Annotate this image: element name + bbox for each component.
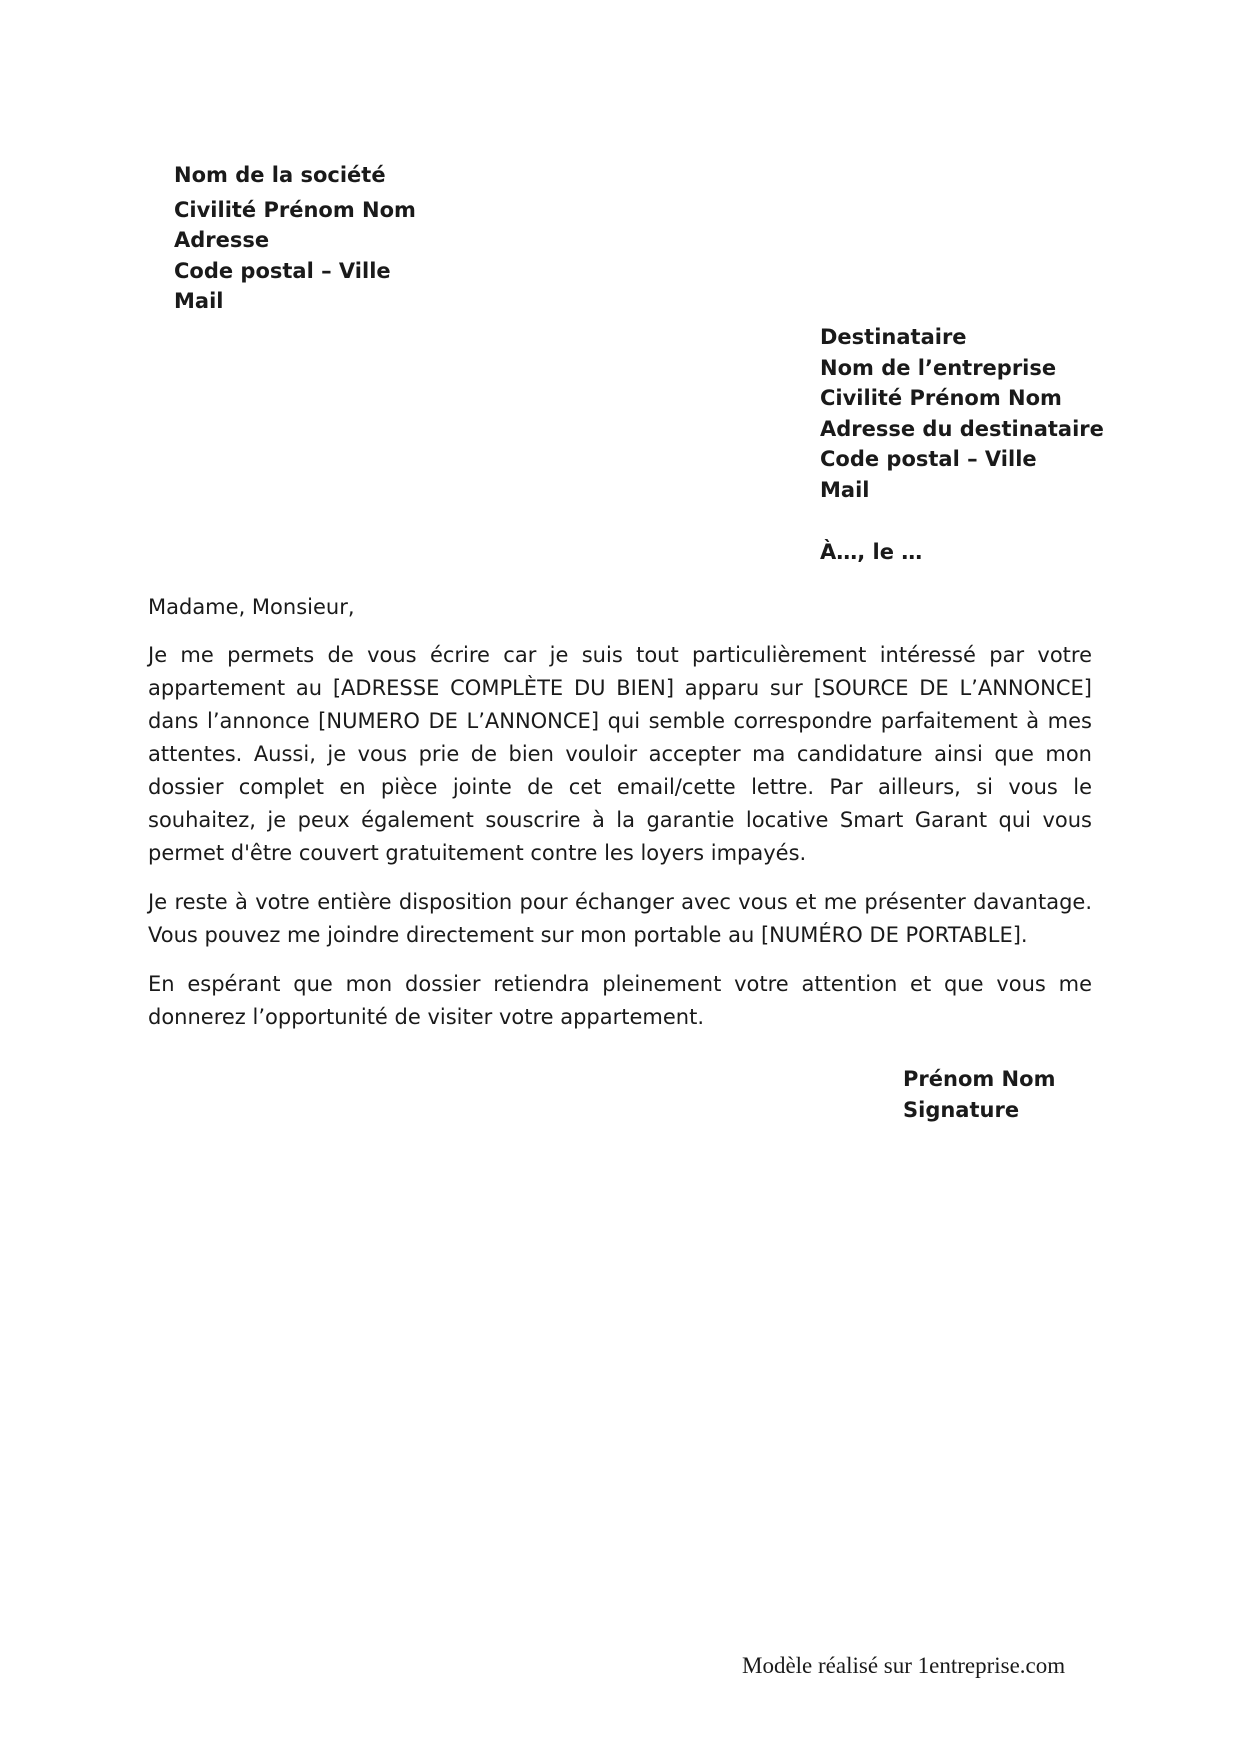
signature-label: Signature [903, 1097, 1020, 1122]
place-date-line: À…, le … [820, 540, 923, 564]
recipient-company-name: Nom de l’entreprise [820, 355, 1057, 380]
recipient-label: Destinataire [820, 325, 967, 349]
recipient-mail: Mail [820, 477, 870, 502]
body-paragraph-2: Je reste à votre entière disposition pour échanger avec vous et me présenter davantage. Vous pouvez me joindre directement sur mon portable au [NUMÉRO DE PORTABLE]. [148, 890, 1092, 947]
signature-name: Prénom Nom [903, 1067, 1056, 1091]
sender-postal-city: Code postal – Ville [174, 258, 391, 283]
footer-credit: Modèle réalisé sur 1entreprise.com [742, 1653, 1066, 1678]
salutation: Madame, Monsieur, [148, 595, 355, 619]
sender-company-name: Nom de la société [174, 163, 386, 187]
signature-block [903, 1064, 1055, 1125]
sender-address: Adresse [174, 228, 270, 252]
recipient-address: Adresse du destinataire [820, 416, 1104, 441]
body-paragraph-1: Je me permets de vous écrire car je suis tout particulièrement intéressé par votre appartement au [ADRESSE COMPLÈTE DU BIEN] apparu sur [SOURCE DE L’ANNONCE] dans l’annonce [NUMERO DE L’ANNONCE] qui semble correspondre parfaitement à mes attentes. Aussi, je vous prie de bien vouloir accepter ma candidature ainsi que mon dossier complet en pièce jointe de cet email/cette lettre. Par ailleurs, si vous le souhaitez, je peux également souscrire à la garantie locative Smart Garant qui vous permet d'être couvert gratuitement contre les loyers impayés. [148, 643, 1092, 865]
sender-address-block [174, 160, 416, 317]
recipient-postal-city: Code postal – Ville [820, 447, 1037, 471]
recipient-address-block [820, 322, 1104, 505]
recipient-name: Civilité Prénom Nom [820, 386, 1062, 410]
sender-mail: Mail [174, 289, 224, 313]
sender-name: Civilité Prénom Nom [174, 197, 416, 222]
body-paragraph-3: En espérant que mon dossier retiendra pleinement votre attention et que vous me donnerez l’opportunité de visiter votre appartement. [148, 972, 1092, 1029]
